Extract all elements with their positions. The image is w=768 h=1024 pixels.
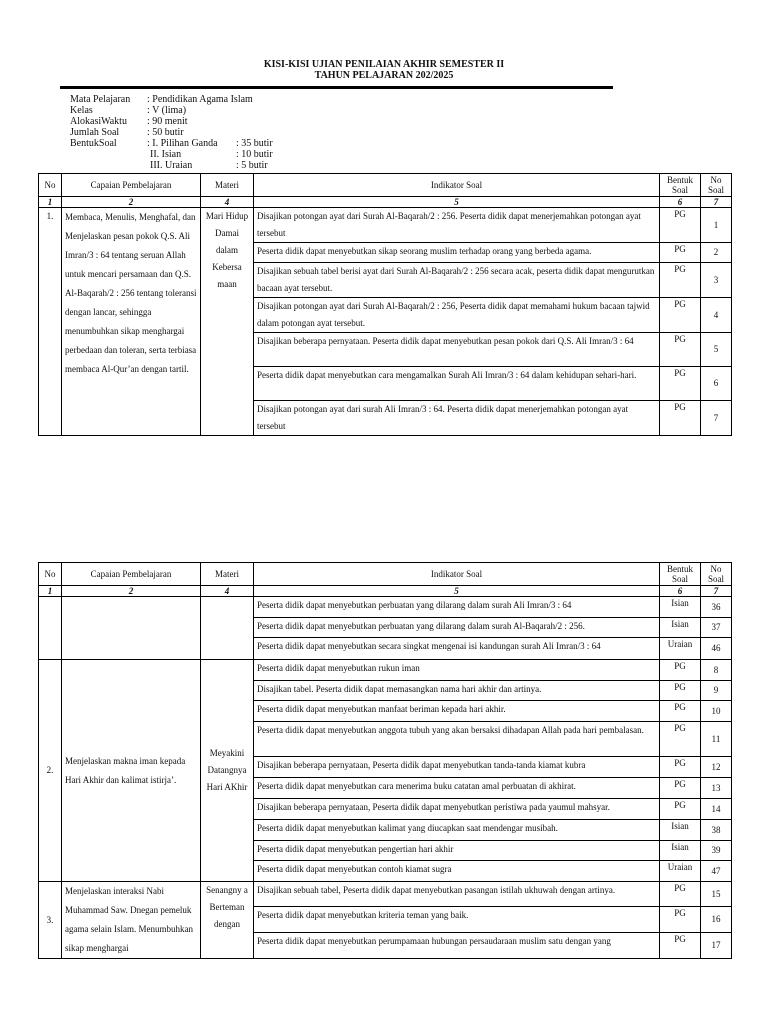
bentuk-cell: PG bbox=[660, 660, 701, 681]
nosoal-cell: 12 bbox=[701, 757, 732, 778]
indikator-cell: Disajikan potongan ayat dari surah Ali Imran/3 : 64. Peserta didik dapat menerjemahkan potongan ayat tersebut bbox=[254, 401, 660, 436]
indikator-cell: Disajikan beberapa pernyataan, Peserta didik dapat menyebutkan tanda-tanda kiamat kubra bbox=[254, 757, 660, 778]
nosoal-cell: 15 bbox=[701, 882, 732, 907]
indikator-cell: Peserta didik dapat menyebutkan cara mengamalkan Surah Ali Imran/3 : 64 dalam kehidupan sehari-hari. bbox=[254, 367, 660, 401]
indikator-cell: Peserta didik dapat menyebutkan rukun iman bbox=[254, 660, 660, 681]
indikator-cell: Peserta didik dapat menyebutkan kalimat yang diucapkan saat mendengar musibah. bbox=[254, 820, 660, 841]
indikator-cell: Disajikan sebuah tabel, Peserta didik dapat menyebutkan pasangan istilah ukhuwah dengan artinya. bbox=[254, 882, 660, 907]
col-number: 6 bbox=[660, 586, 701, 597]
bentuk-cell: PG bbox=[660, 882, 701, 907]
bentuk-cell: PG bbox=[660, 401, 701, 436]
indikator-cell: Peserta didik dapat menyebutkan secara singkat mengenai isi kandungan surah Ali Imran/3 : 64 bbox=[254, 638, 660, 660]
bentuk-cell: PG bbox=[660, 333, 701, 367]
info-uraian-label: III. Uraian bbox=[150, 160, 193, 171]
nosoal-cell: 39 bbox=[701, 841, 732, 861]
info-pg-count: : 35 butir bbox=[236, 138, 273, 149]
bentuk-cell: PG bbox=[660, 799, 701, 820]
col-header-no: No bbox=[39, 174, 62, 197]
indikator-cell: Disajikan beberapa pernyataan, Peserta didik dapat menyebutkan peristiwa pada yaumul mahsyar. bbox=[254, 799, 660, 820]
nosoal-cell: 8 bbox=[701, 660, 732, 681]
indikator-cell: Peserta didik dapat menyebutkan perumpamaan hubungan persaudaraan muslim satu dengan yang bbox=[254, 932, 660, 958]
capaian-cell: Menjelaskan makna iman kepada Hari Akhir dan kalimat istirja’. bbox=[62, 660, 201, 882]
nosoal-cell: 2 bbox=[701, 243, 732, 263]
bentuk-cell: PG bbox=[660, 932, 701, 958]
info-isian-value: : 10 butir bbox=[236, 149, 273, 160]
table-row bbox=[39, 597, 732, 618]
info-value-time: : 90 menit bbox=[147, 116, 188, 127]
section-number: 2. bbox=[39, 660, 62, 882]
materi-cell: Senangny a Berteman dengan bbox=[201, 882, 254, 959]
bentuk-cell: PG bbox=[660, 722, 701, 757]
bentuk-cell: PG bbox=[660, 208, 701, 243]
grid-table-1 bbox=[38, 173, 732, 436]
capaian-cell: Membaca, Menulis, Menghafal, dan Menjelaskan pesan pokok Q.S. Ali Imran/3 : 64 tentang seruan Allah untuk mencari persamaan dan Q.S. Al-Baqarah/2 : 256 tentang toleransi dengan lancar, sehingga menumbuhkan sikap menghargai perbedaan dan toleran, serta terbiasa membaca Al-Qur’an dengan tartil. bbox=[62, 208, 201, 436]
grid-table-2 bbox=[38, 562, 732, 959]
nosoal-cell: 36 bbox=[701, 597, 732, 618]
nosoal-cell: 17 bbox=[701, 932, 732, 958]
nosoal-cell: 5 bbox=[701, 333, 732, 367]
col-number: 7 bbox=[701, 586, 732, 597]
bentuk-cell: Isian bbox=[660, 597, 701, 618]
nosoal-cell: 1 bbox=[701, 208, 732, 243]
col-header-bentuk: Bentuk Soal bbox=[660, 174, 701, 197]
indikator-cell: Peserta didik dapat menyebutkan manfaat beriman kepada hari akhir. bbox=[254, 701, 660, 722]
nosoal-cell: 47 bbox=[701, 861, 732, 882]
nosoal-cell: 4 bbox=[701, 298, 732, 333]
table-row bbox=[39, 882, 732, 907]
column-number-row bbox=[39, 197, 732, 208]
capaian-cell: Menjelaskan interaksi Nabi Muhammad Saw. Dnegan pemeluk agama selain Islam. Menumbuhkan sikap menghargai bbox=[62, 882, 201, 959]
nosoal-cell: 14 bbox=[701, 799, 732, 820]
column-number-row bbox=[39, 586, 732, 597]
col-number: 1 bbox=[39, 197, 62, 208]
nosoal-cell: 16 bbox=[701, 907, 732, 932]
bentuk-cell: PG bbox=[660, 757, 701, 778]
nosoal-cell: 10 bbox=[701, 701, 732, 722]
nosoal-cell: 37 bbox=[701, 618, 732, 638]
col-number: 2 bbox=[62, 586, 201, 597]
bentuk-cell: PG bbox=[660, 681, 701, 701]
col-number: 4 bbox=[201, 586, 254, 597]
indikator-cell: Disajikan tabel. Peserta didik dapat memasangkan nama hari akhir dan artinya. bbox=[254, 681, 660, 701]
bentuk-cell: Isian bbox=[660, 618, 701, 638]
indikator-cell: Peserta didik dapat menyebutkan perbuatan yang dilarang dalam surah Al-Baqarah/2 : 256. bbox=[254, 618, 660, 638]
indikator-cell: Peserta didik dapat menyebutkan pengertian hari akhir bbox=[254, 841, 660, 861]
section-number-empty bbox=[39, 597, 62, 660]
col-number: 6 bbox=[660, 197, 701, 208]
bentuk-cell: PG bbox=[660, 243, 701, 263]
bentuk-cell: PG bbox=[660, 778, 701, 799]
nosoal-cell: 46 bbox=[701, 638, 732, 660]
col-header-materi: Materi bbox=[201, 174, 254, 197]
bentuk-cell: Isian bbox=[660, 820, 701, 841]
col-number: 7 bbox=[701, 197, 732, 208]
bentuk-cell: Uraian bbox=[660, 861, 701, 882]
table-row bbox=[39, 208, 732, 243]
info-value-count: : 50 butir bbox=[147, 127, 184, 138]
title-divider bbox=[60, 86, 613, 89]
bentuk-cell: PG bbox=[660, 701, 701, 722]
col-header-bentuk: Bentuk Soal bbox=[660, 563, 701, 586]
table-row bbox=[39, 660, 732, 681]
bentuk-cell: PG bbox=[660, 263, 701, 298]
indikator-cell: Disajikan potongan ayat dari Surah Al-Baqarah/2 : 256. Peserta didik dapat menerjemahkan potongan ayat tersebut bbox=[254, 208, 660, 243]
col-number: 5 bbox=[254, 197, 660, 208]
info-label-time: AlokasiWaktu bbox=[70, 116, 127, 127]
info-uraian-value: : 5 butir bbox=[236, 160, 268, 171]
col-header-cp: Capaian Pembelajaran bbox=[62, 563, 201, 586]
info-label-class: Kelas bbox=[70, 105, 93, 116]
indikator-cell: Peserta didik dapat menyebutkan sikap seorang muslim terhadap orang yang berbeda agama. bbox=[254, 243, 660, 263]
col-number: 4 bbox=[201, 197, 254, 208]
indikator-cell: Disajikan potongan ayat dari Surah Al-Baqarah/2 : 256, Peserta didik dapat memahami hukum bacaan tajwid dalam potongan ayat tersebut. bbox=[254, 298, 660, 333]
col-header-indikator: Indikator Soal bbox=[254, 563, 660, 586]
info-value-subject: : Pendidikan Agama Islam bbox=[147, 94, 253, 105]
nosoal-cell: 7 bbox=[701, 401, 732, 436]
document-title: KISI-KISI UJIAN PENILAIAN AKHIR SEMESTER II bbox=[263, 59, 505, 70]
indikator-cell: Peserta didik dapat menyebutkan cara menerima buku catatan amal perbuatan di akhirat. bbox=[254, 778, 660, 799]
nosoal-cell: 9 bbox=[701, 681, 732, 701]
materi-cell-empty bbox=[201, 597, 254, 660]
materi-cell: Mari Hidup Damai dalam Kebersa maan bbox=[201, 208, 254, 436]
indikator-cell: Peserta didik dapat menyebutkan contoh kiamat sugra bbox=[254, 861, 660, 882]
header-row bbox=[39, 174, 732, 197]
academic-year: TAHUN PELAJARAN 202/2025 bbox=[314, 70, 454, 81]
indikator-cell: Peserta didik dapat menyebutkan perbuatan yang dilarang dalam surah Ali Imran/3 : 64 bbox=[254, 597, 660, 618]
section-number: 1. bbox=[39, 208, 62, 436]
indikator-cell: Peserta didik dapat menyebutkan anggota tubuh yang akan bersaksi dihadapan Allah pada hari pembalasan. bbox=[254, 722, 660, 757]
indikator-cell: Disajikan beberapa pernyataan. Peserta didik dapat menyebutkan pesan pokok dari Q.S. Ali Imran/3 : 64 bbox=[254, 333, 660, 367]
bentuk-cell: Uraian bbox=[660, 638, 701, 660]
col-header-nosoal: No Soal bbox=[701, 174, 732, 197]
header-row bbox=[39, 563, 732, 586]
indikator-cell: Disajikan sebuah tabel berisi ayat dari Surah Al-Baqarah/2 : 256 secara acak, peserta didik dapat mengurutkan bacaan ayat tersebut. bbox=[254, 263, 660, 298]
col-number: 1 bbox=[39, 586, 62, 597]
info-label-count: Jumlah Soal bbox=[70, 127, 120, 138]
info-label-form: BentukSoal bbox=[70, 138, 117, 149]
bentuk-cell: PG bbox=[660, 367, 701, 401]
section-number: 3. bbox=[39, 882, 62, 959]
info-value-form: : I. Pilihan Ganda bbox=[147, 138, 218, 149]
nosoal-cell: 3 bbox=[701, 263, 732, 298]
col-header-no: No bbox=[39, 563, 62, 586]
nosoal-cell: 38 bbox=[701, 820, 732, 841]
info-value-class: : V (lima) bbox=[147, 105, 187, 116]
col-header-materi: Materi bbox=[201, 563, 254, 586]
col-number: 2 bbox=[62, 197, 201, 208]
bentuk-cell: Isian bbox=[660, 841, 701, 861]
indikator-cell: Peserta didik dapat menyebutkan kriteria teman yang baik. bbox=[254, 907, 660, 932]
capaian-cell-empty bbox=[62, 597, 201, 660]
info-isian-label: II. Isian bbox=[150, 149, 182, 160]
col-header-cp: Capaian Pembelajaran bbox=[62, 174, 201, 197]
col-header-nosoal: No Soal bbox=[701, 563, 732, 586]
col-number: 5 bbox=[254, 586, 660, 597]
bentuk-cell: PG bbox=[660, 907, 701, 932]
col-header-indikator: Indikator Soal bbox=[254, 174, 660, 197]
nosoal-cell: 13 bbox=[701, 778, 732, 799]
materi-cell: Meyakini Datangnya Hari AKhir bbox=[201, 660, 254, 882]
nosoal-cell: 6 bbox=[701, 367, 732, 401]
bentuk-cell: PG bbox=[660, 298, 701, 333]
nosoal-cell: 11 bbox=[701, 722, 732, 757]
info-label-subject: Mata Pelajaran bbox=[70, 94, 131, 105]
